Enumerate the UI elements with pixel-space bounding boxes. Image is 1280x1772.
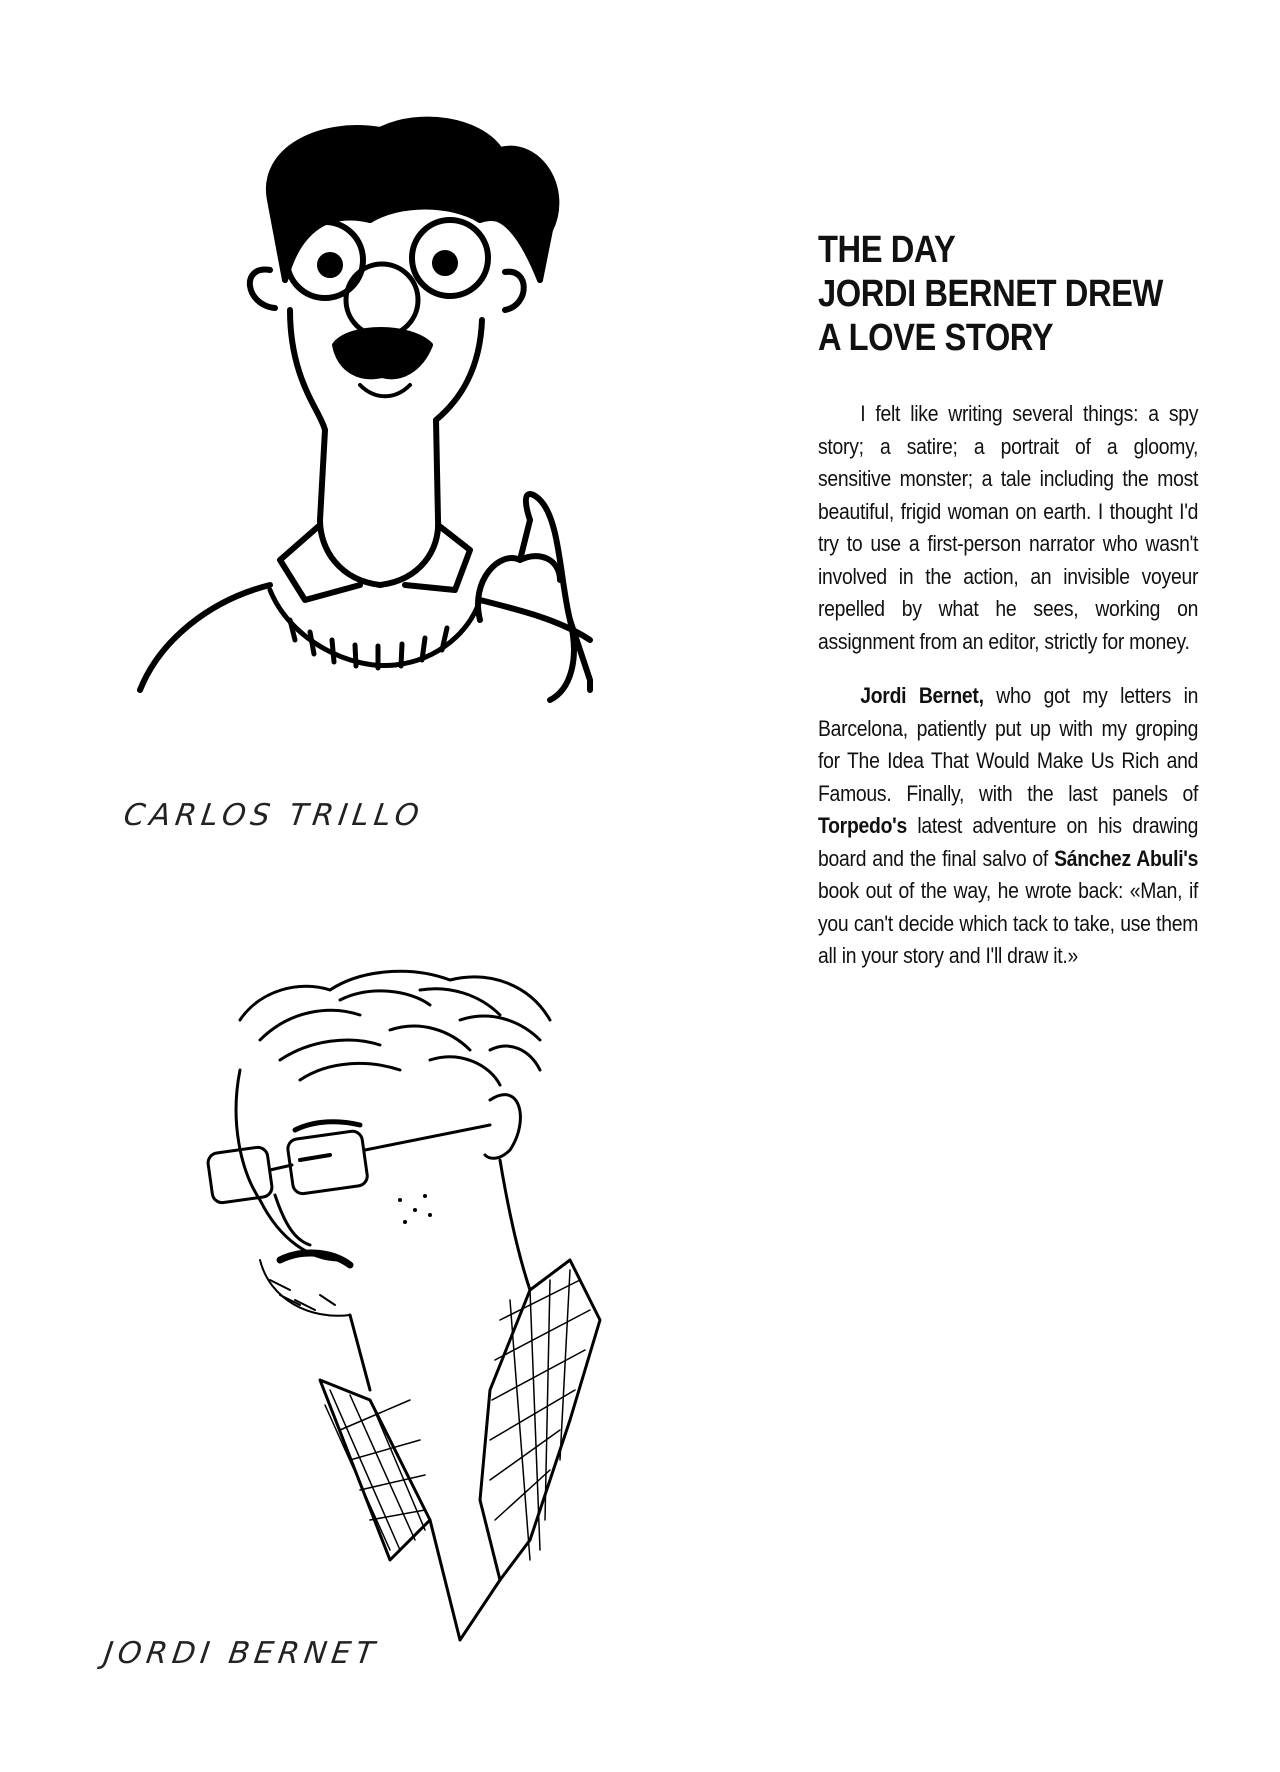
paragraph-2-part-a: who got my letters in Barcelona, patiently put up with my groping for The Idea That Would Make Us Rich and Famous. Finally, with the last panels of <box>818 683 1199 806</box>
jordi-bernet-portrait <box>200 960 680 1680</box>
trillo-signature: CARLOS TRILLO <box>121 798 426 833</box>
headline <box>818 228 1196 360</box>
paragraph-2 <box>818 680 1198 973</box>
article <box>818 228 1198 995</box>
headline-line-3: A LOVE STORY <box>818 317 1054 359</box>
headline-line-1: THE DAY <box>818 229 956 271</box>
name-jordi-bernet: Jordi Bernet, <box>860 683 984 708</box>
paragraph-2-part-b: latest adventure on his drawing board and the final salvo of <box>818 813 1199 871</box>
headline-line-2: JORDI BERNET DREW <box>818 273 1163 315</box>
paragraph-2-part-c: book out of the way, he wrote back: «Man, if you can't decide which tack to take, use them all in your story and I'll draw it.» <box>818 878 1199 968</box>
carlos-trillo-portrait <box>120 80 660 780</box>
name-sanchez-abuli: Sánchez Abuli's <box>1054 845 1199 871</box>
name-torpedo: Torpedo's <box>818 813 907 838</box>
bernet-signature: JORDI BERNET <box>101 1636 382 1671</box>
paragraph-1: I felt like writing several things: a spy story; a satire; a portrait of a gloomy, sensitive monster; a tale including the most beautiful, frigid woman on earth. I thought I'd try to use a first-person narrator who wasn't involved in the action, an invisible voyeur repelled by what he sees, working on assignment from an editor, strictly for money. <box>818 401 1199 654</box>
